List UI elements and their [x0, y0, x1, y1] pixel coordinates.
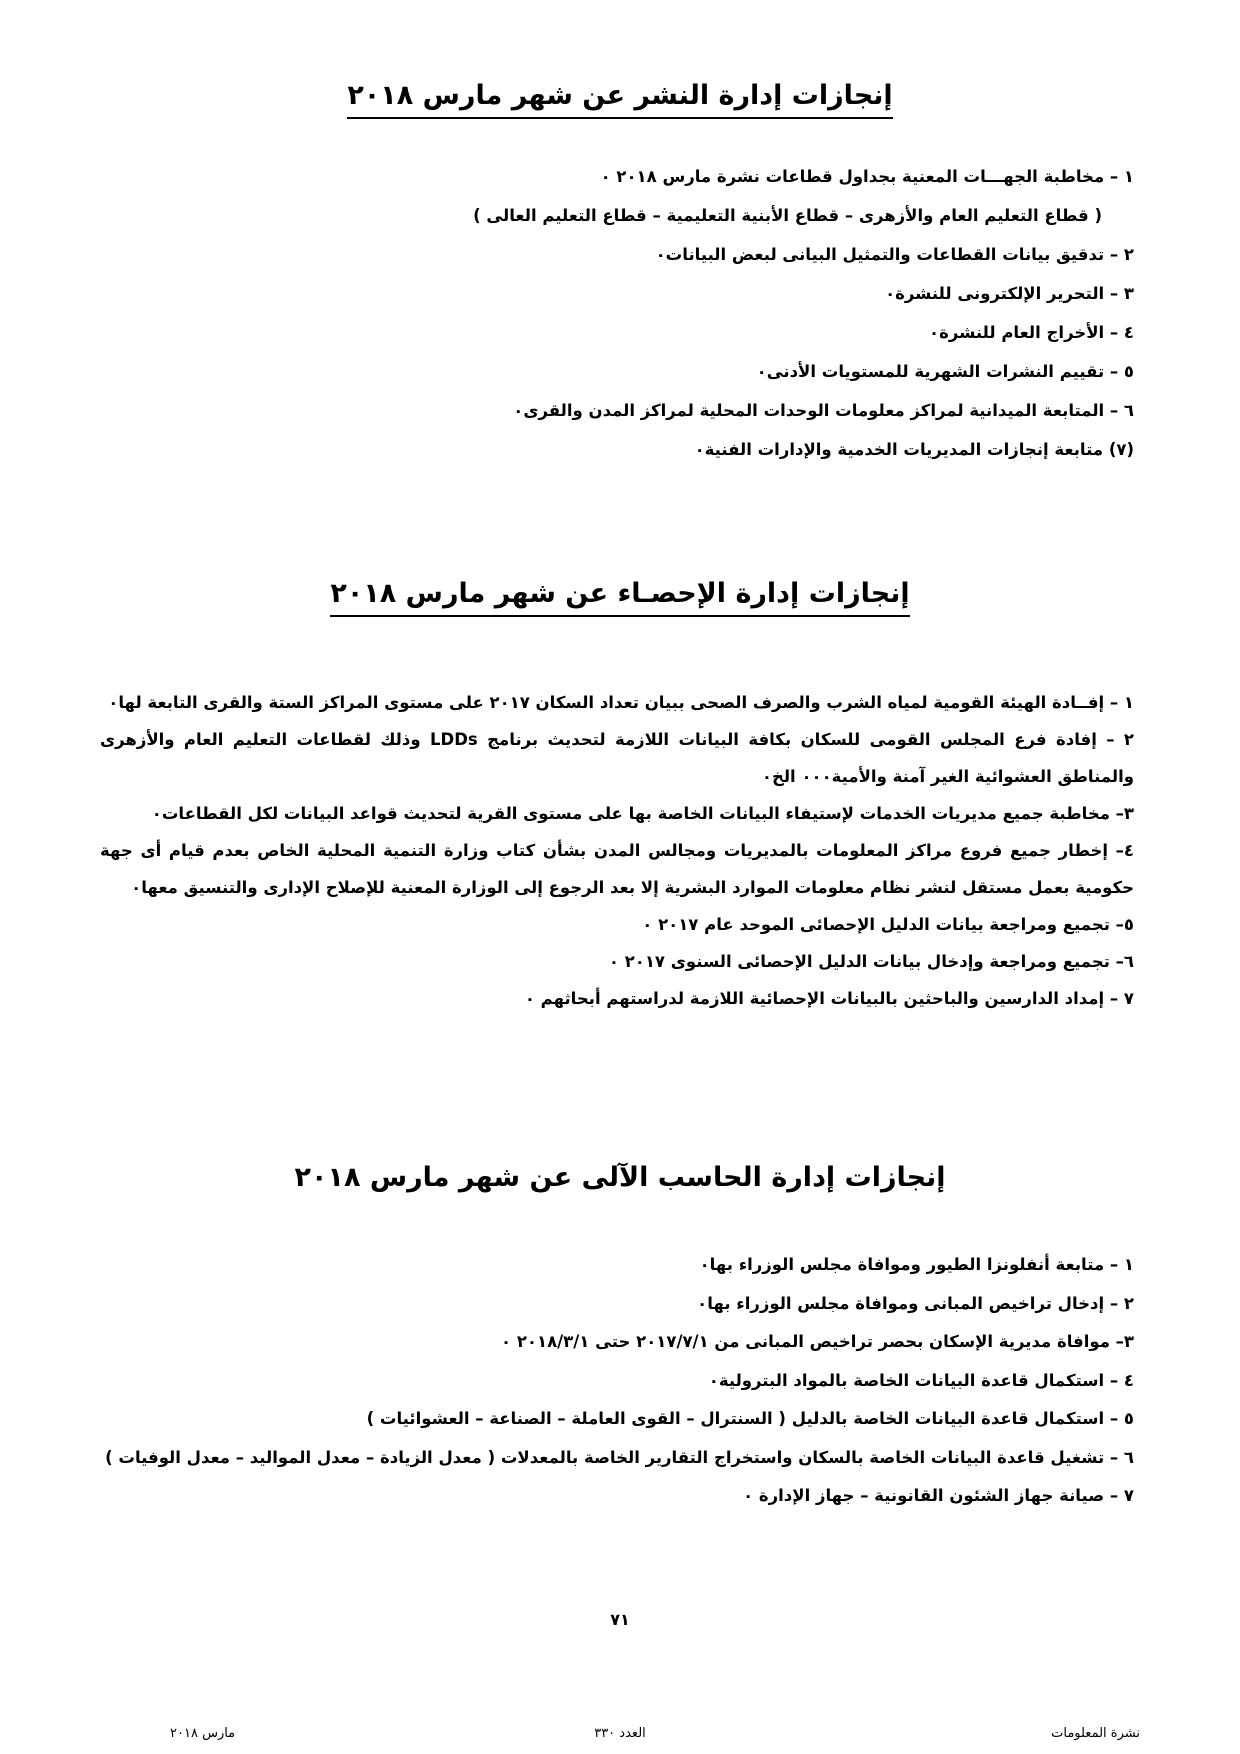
section-title-text: إنجازات إدارة النشر عن شهر مارس ٢٠١٨: [347, 77, 892, 119]
section-title: [0, 574, 1240, 617]
section-title-text: إنجازات إدارة الحاسب الآلى عن شهر مارس ٢٠١٨: [294, 1162, 946, 1193]
list-item: ٤– إخطار جميع فروع مراكز المعلومات بالمديريات ومجالس المدن بشأن كتاب وزارة التنمية المحلية الخاص بعدم قيام أى جهة حكومية بعمل مستقل لنشر نظام معلومات الموارد البشرية إلا بعد الرجوع إلى الوزارة المعنية للإصلاح الإدارى والتنسيق معها٠: [100, 841, 1134, 897]
list-item: ١ – مخاطبة الجهـــات المعنية بجداول قطاعات نشرة مارس ٢٠١٨ ٠: [600, 167, 1134, 186]
list-item: ٦ – المتابعة الميدانية لمراكز معلومات الوحدات المحلية لمراكز المدن والقرى٠: [513, 401, 1134, 420]
section-title-text: إنجازات إدارة الإحصـاء عن شهر مارس ٢٠١٨: [330, 575, 909, 617]
list-item: (٧) متابعة إنجازات المديريات الخدمية والإدارات الفنية٠: [694, 440, 1134, 459]
list-item: ٤ – استكمال قاعدة البيانات الخاصة بالمواد البترولية٠: [708, 1370, 1134, 1390]
list-item: ١ – متابعة أنفلونزا الطيور وموافاة مجلس الوزراء بها٠: [699, 1255, 1134, 1274]
list-item: ٤ – الأخراج العام للنشرة٠: [929, 323, 1134, 342]
list-item: ٥– تجميع ومراجعة بيانات الدليل الإحصائى الموحد عام ٢٠١٧ ٠: [642, 915, 1134, 934]
list-item: ٢ – إفادة فرع المجلس القومى للسكان بكافة البيانات اللازمة لتحديث برنامج LDDs وذلك لقطاعات التعليم العام والأزهرى والمناطق العشوائية الغير آمنة والأمية٠٠٠ الخ٠: [100, 730, 1134, 786]
list-item: ١ – إفــادة الهيئة القومية لمياه الشرب والصرف الصحى ببيان تعداد السكان ٢٠١٧ على مستوى المراكز الستة والقرى التابعة لها٠: [108, 693, 1134, 712]
section-title: [0, 1158, 1240, 1198]
list-item: ٧ – إمداد الدارسين والباحثين بالبيانات الإحصائية اللازمة لدراستهم أبحاثهم ٠: [524, 989, 1134, 1008]
list-item: ( قطاع التعليم العام والأزهرى – قطاع الأبنية التعليمية – قطاع التعليم العالى ): [473, 206, 1102, 225]
footer-issue-number: العدد ٣٣٠: [594, 1726, 646, 1741]
list-item: ٣– موافاة مديرية الإسكان بحصر تراخيص المبانى من ٢٠١٧/٧/١ حتى ٢٠١٨/٣/١ ٠: [501, 1332, 1134, 1351]
achievement-list: [100, 684, 1134, 1017]
list-item: ٢ – إدخال تراخيص المبانى وموافاة مجلس الوزراء بها٠: [697, 1293, 1134, 1313]
list-item: ٢ – تدقيق بيانات القطاعات والتمثيل البيانى لبعض البيانات٠: [655, 245, 1134, 264]
list-item: ٧ – صيانة جهاز الشئون القانونية – جهاز الإدارة ٠: [743, 1486, 1134, 1505]
footer-publication-name: نشرة المعلومات: [1051, 1726, 1140, 1741]
page-number: ٧١: [610, 1610, 630, 1629]
list-item: ٥ – تقييم النشرات الشهرية للمستويات الأدنى٠: [756, 362, 1134, 381]
achievement-list: [100, 1246, 1134, 1516]
list-item: ٣– مخاطبة جميع مديريات الخدمات لإستيفاء البيانات الخاصة بها على مستوى القرية لتحديث قواعد البيانات لكل القطاعات٠: [151, 804, 1134, 823]
achievement-list: [100, 157, 1134, 469]
section-title: [0, 76, 1240, 119]
footer-date: مارس ٢٠١٨: [170, 1726, 236, 1741]
list-item: ٦ – تشغيل قاعدة البيانات الخاصة بالسكان واستخراج التقارير الخاصة بالمعدلات ( معدل الزيادة – معدل المواليد – معدل الوفيات ): [105, 1447, 1134, 1467]
list-item: ٥ – استكمال قاعدة البيانات الخاصة بالدليل ( السنترال – القوى العاملة – الصناعة – العشوائيات ): [366, 1409, 1134, 1428]
list-item: ٦– تجميع ومراجعة وإدخال بيانات الدليل الإحصائى السنوى ٢٠١٧ ٠: [608, 952, 1134, 971]
list-item: ٣ – التحرير الإلكترونى للنشرة٠: [885, 284, 1134, 303]
